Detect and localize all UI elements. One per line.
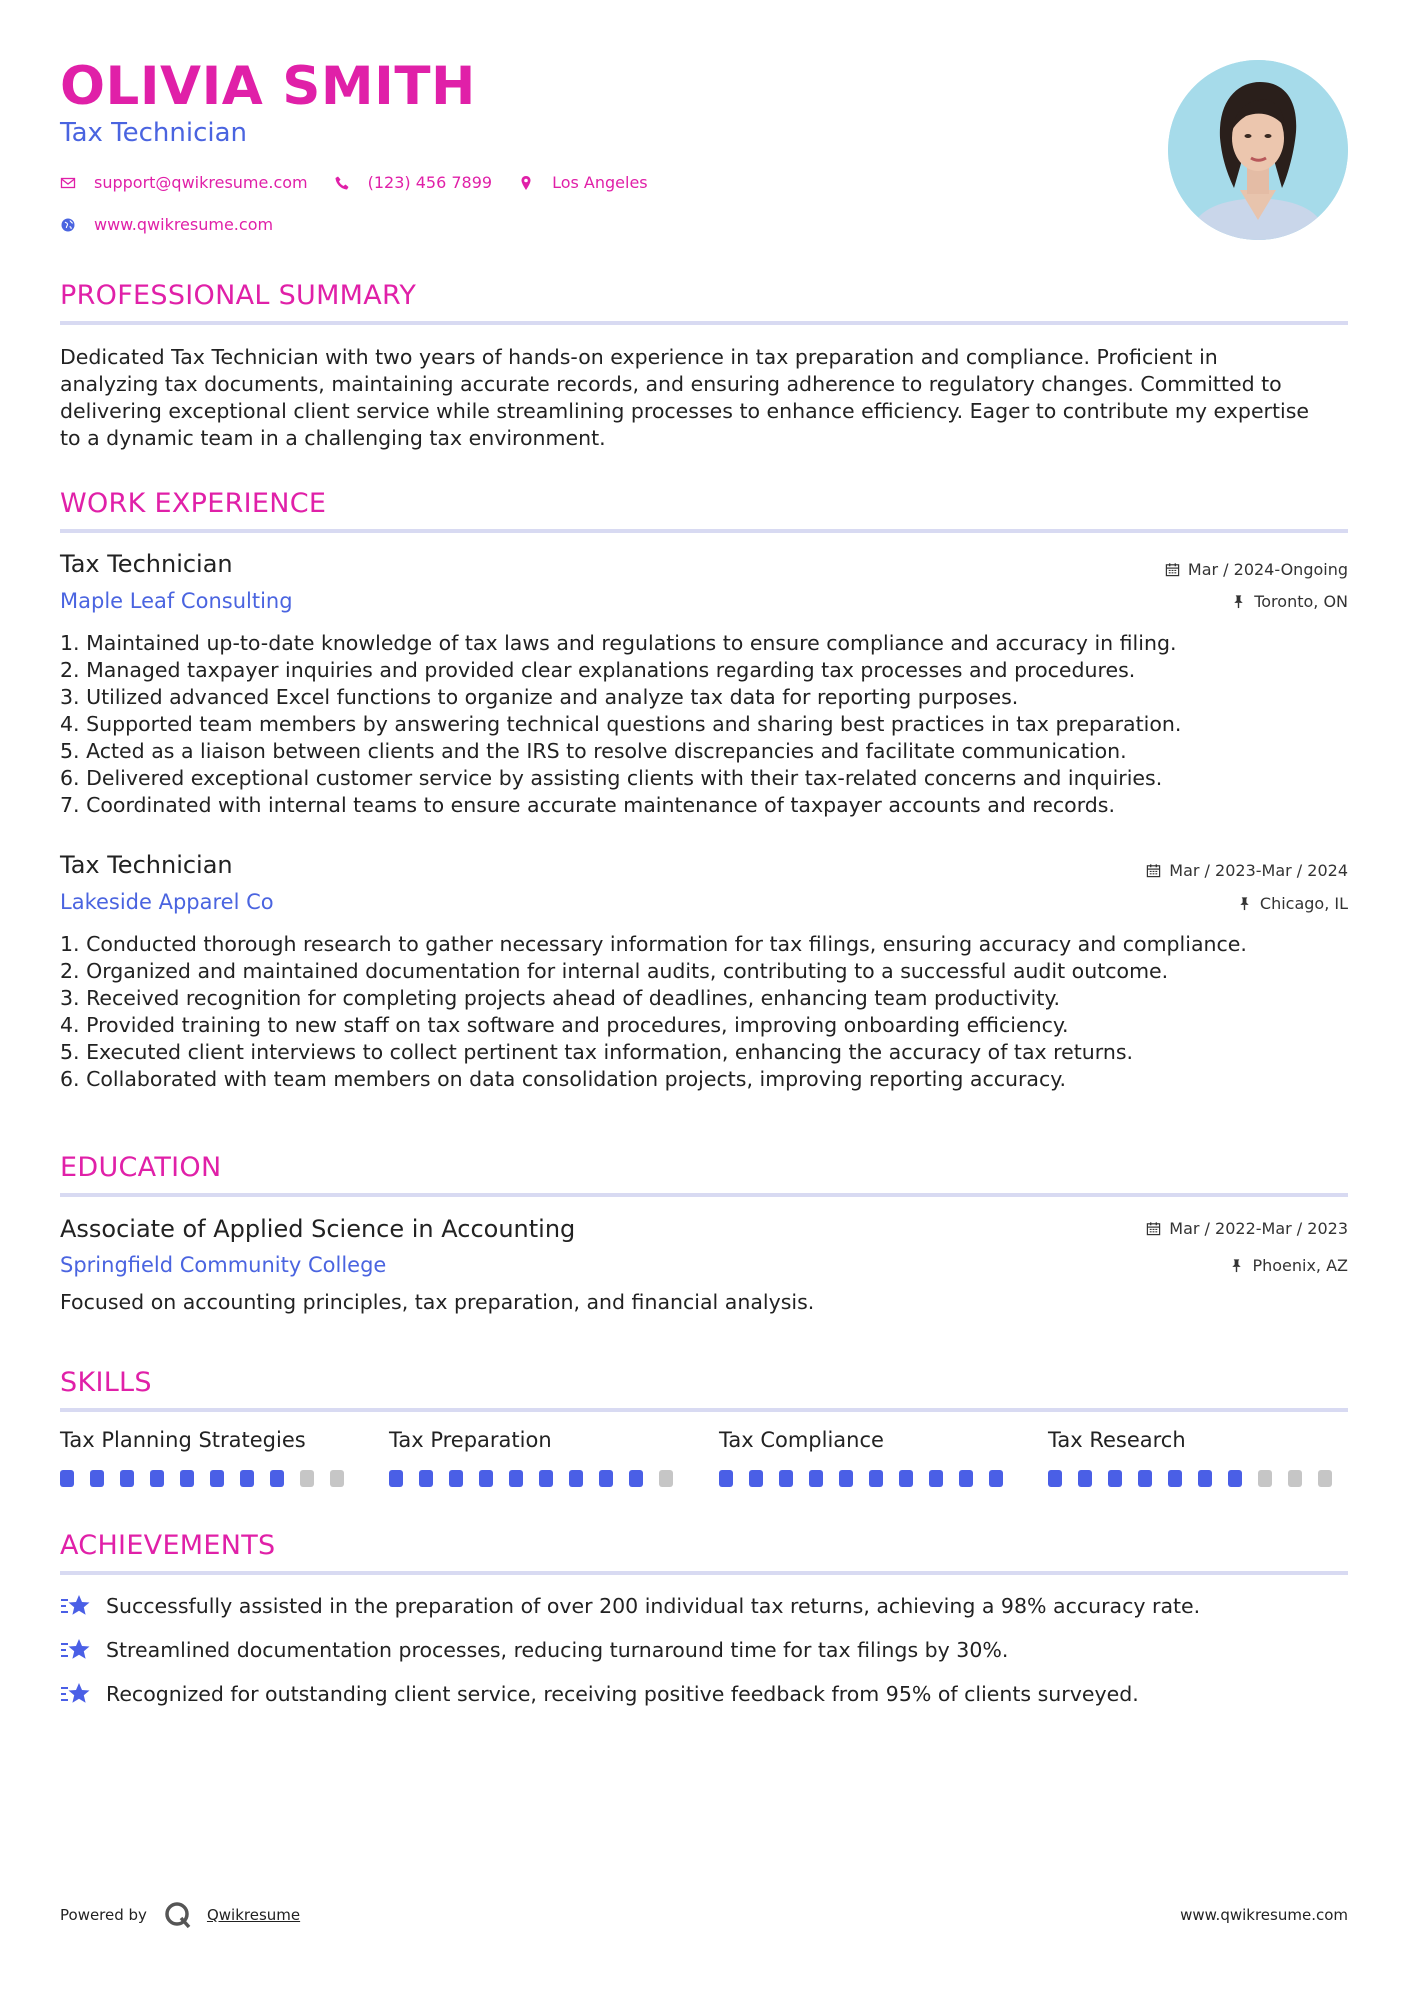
website-contact[interactable]: [60, 215, 273, 234]
email-contact[interactable]: [60, 173, 308, 192]
rating-dot-empty: [1258, 1470, 1272, 1487]
skill-rating: [719, 1470, 1019, 1487]
rating-dot-filled: [120, 1470, 134, 1487]
skill-rating: [389, 1470, 689, 1487]
location-text: Los Angeles: [552, 173, 648, 192]
achievement-text: Recognized for outstanding client service, receiving positive feedback from 95% of clients surveyed.: [106, 1682, 1139, 1706]
skill-name: Tax Compliance: [719, 1428, 884, 1452]
skills-heading: SKILLS: [60, 1367, 152, 1398]
rating-dot-filled: [180, 1470, 194, 1487]
profile-photo: [1168, 60, 1348, 240]
list-item: 1. Maintained up-to-date knowledge of tax laws and regulations to ensure compliance and accuracy in filing.: [60, 631, 1177, 655]
rating-dot-filled: [509, 1470, 523, 1487]
rating-dot-empty: [300, 1470, 314, 1487]
rating-dot-filled: [419, 1470, 433, 1487]
rating-dot-filled: [1108, 1470, 1122, 1487]
footer-branding: [60, 1900, 300, 1930]
list-item: 1. Conducted thorough research to gather necessary information for tax filings, ensuring accuracy and compliance.: [60, 932, 1247, 956]
qwikresume-logo-icon: [163, 1900, 193, 1930]
summary-text: [60, 344, 1350, 452]
rating-dot-empty: [1318, 1470, 1332, 1487]
degree-title: Associate of Applied Science in Accounting: [60, 1215, 576, 1243]
job-bullets: [60, 630, 1350, 819]
achievement-item: [60, 1636, 1008, 1664]
star-badge-icon: [60, 1592, 92, 1620]
company-name: Lakeside Apparel Co: [60, 890, 274, 914]
summary-line: to a dynamic team in a challenging tax environment.: [60, 426, 606, 450]
email-text[interactable]: support@qwikresume.com: [94, 173, 308, 192]
achievements-heading: ACHIEVEMENTS: [60, 1530, 276, 1561]
rating-dot-filled: [150, 1470, 164, 1487]
rating-dot-filled: [839, 1470, 853, 1487]
list-item: 2. Organized and maintained documentation for internal audits, contributing to a successful audit outcome.: [60, 959, 1169, 983]
contact-row: [60, 173, 674, 192]
rating-dot-filled: [989, 1470, 1003, 1487]
rating-dot-filled: [779, 1470, 793, 1487]
list-item: 3. Utilized advanced Excel functions to organize and analyze tax data for reporting purposes.: [60, 685, 1019, 709]
website-row: [60, 215, 299, 234]
list-item: 4. Supported team members by answering technical questions and sharing best practices in tax preparation.: [60, 712, 1182, 736]
achievement-item: [60, 1680, 1139, 1708]
education-heading: EDUCATION: [60, 1152, 222, 1183]
pushpin-icon: [1237, 896, 1252, 911]
rating-dot-filled: [1048, 1470, 1062, 1487]
rating-dot-filled: [929, 1470, 943, 1487]
skill-item: [719, 1428, 1019, 1487]
rating-dot-empty: [330, 1470, 344, 1487]
brand-link[interactable]: Qwikresume: [206, 1906, 301, 1924]
dates-text: Mar / 2022-Mar / 2023: [1169, 1219, 1348, 1238]
footer-website[interactable]: www.qwikresume.com: [1180, 1906, 1348, 1924]
school-name: Springfield Community College: [60, 1253, 387, 1277]
job-title: Tax Technician: [60, 851, 233, 879]
rating-dot-filled: [1198, 1470, 1212, 1487]
rating-dot-filled: [599, 1470, 613, 1487]
rating-dot-filled: [210, 1470, 224, 1487]
rating-dot-filled: [749, 1470, 763, 1487]
location-text: Chicago, IL: [1259, 894, 1348, 913]
job-location: [1231, 592, 1348, 611]
achievements-divider: [60, 1571, 1348, 1575]
envelope-icon: [60, 175, 76, 191]
job-dates: [1165, 560, 1348, 579]
dates-text: Mar / 2023-Mar / 2024: [1169, 861, 1348, 880]
rating-dot-filled: [449, 1470, 463, 1487]
location-text: Toronto, ON: [1254, 592, 1348, 611]
list-item: 6. Collaborated with team members on data consolidation projects, improving reporting accuracy.: [60, 1067, 1066, 1091]
star-badge-icon: [60, 1636, 92, 1664]
job-dates: [1146, 861, 1348, 880]
rating-dot-filled: [240, 1470, 254, 1487]
calendar-icon: [1165, 562, 1180, 577]
globe-icon: [60, 217, 76, 233]
list-item: 4. Provided training to new staff on tax software and procedures, improving onboarding efficiency.: [60, 1013, 1069, 1037]
summary-line: Dedicated Tax Technician with two years of hands-on experience in tax preparation and compliance. Proficient in: [60, 345, 1218, 369]
rating-dot-empty: [1288, 1470, 1302, 1487]
summary-divider: [60, 321, 1348, 325]
map-pin-icon: [518, 175, 534, 191]
location-text: Phoenix, AZ: [1252, 1256, 1348, 1275]
rating-dot-filled: [479, 1470, 493, 1487]
company-name: Maple Leaf Consulting: [60, 589, 293, 613]
experience-divider: [60, 529, 1348, 533]
rating-dot-filled: [569, 1470, 583, 1487]
rating-dot-filled: [1228, 1470, 1242, 1487]
rating-dot-filled: [809, 1470, 823, 1487]
phone-icon: [334, 175, 350, 191]
powered-by-label: Powered by: [60, 1906, 147, 1924]
achievement-text: Streamlined documentation processes, reducing turnaround time for tax filings by 30%.: [106, 1638, 1009, 1662]
summary-line: analyzing tax documents, maintaining accurate records, and ensuring adherence to regulatory changes. Committed to: [60, 372, 1282, 396]
list-item: 2. Managed taxpayer inquiries and provided clear explanations regarding tax processes and procedures.: [60, 658, 1136, 682]
website-text[interactable]: www.qwikresume.com: [94, 215, 274, 234]
list-item: 6. Delivered exceptional customer service by assisting clients with their tax-related concerns and inquiries.: [60, 766, 1163, 790]
phone-text[interactable]: (123) 456 7899: [367, 173, 493, 192]
skill-item: [60, 1428, 360, 1487]
education-description: Focused on accounting principles, tax preparation, and financial analysis.: [60, 1290, 815, 1314]
summary-line: delivering exceptional client service while streamlining processes to enhance efficiency. Eager to contribute my expertise: [60, 399, 1310, 423]
job-bullets: [60, 931, 1350, 1093]
candidate-name: OLIVIA SMITH: [60, 56, 476, 117]
experience-heading: WORK EXPERIENCE: [60, 488, 327, 519]
skill-name: Tax Planning Strategies: [60, 1428, 306, 1452]
summary-heading: PROFESSIONAL SUMMARY: [60, 280, 417, 311]
education-location: [1229, 1256, 1348, 1275]
rating-dot-filled: [270, 1470, 284, 1487]
pushpin-icon: [1231, 594, 1246, 609]
candidate-role: Tax Technician: [60, 118, 248, 148]
skill-item: [389, 1428, 689, 1487]
rating-dot-filled: [629, 1470, 643, 1487]
achievement-item: [60, 1592, 1200, 1620]
list-item: 7. Coordinated with internal teams to ensure accurate maintenance of taxpayer accounts and records.: [60, 793, 1115, 817]
rating-dot-filled: [389, 1470, 403, 1487]
rating-dot-filled: [719, 1470, 733, 1487]
dates-text: Mar / 2024-Ongoing: [1187, 560, 1348, 579]
calendar-icon: [1146, 863, 1161, 878]
list-item: 3. Received recognition for completing projects ahead of deadlines, enhancing team productivity.: [60, 986, 1061, 1010]
phone-contact[interactable]: [334, 173, 492, 192]
list-item: 5. Acted as a liaison between clients and the IRS to resolve discrepancies and facilitate communication.: [60, 739, 1127, 763]
skill-name: Tax Research: [1048, 1428, 1186, 1452]
job-title: Tax Technician: [60, 550, 233, 578]
star-badge-icon: [60, 1680, 92, 1708]
job-location: [1237, 894, 1348, 913]
rating-dot-filled: [899, 1470, 913, 1487]
skill-rating: [1048, 1470, 1348, 1487]
rating-dot-filled: [1168, 1470, 1182, 1487]
achievement-text: Successfully assisted in the preparation of over 200 individual tax returns, achieving a 98% accuracy rate.: [106, 1594, 1201, 1618]
rating-dot-filled: [1138, 1470, 1152, 1487]
skill-item: [1048, 1428, 1348, 1487]
rating-dot-empty: [659, 1470, 673, 1487]
education-divider: [60, 1193, 1348, 1197]
rating-dot-filled: [90, 1470, 104, 1487]
calendar-icon: [1146, 1221, 1161, 1236]
rating-dot-filled: [60, 1470, 74, 1487]
rating-dot-filled: [869, 1470, 883, 1487]
list-item: 5. Executed client interviews to collect pertinent tax information, enhancing the accuracy of tax returns.: [60, 1040, 1134, 1064]
pushpin-icon: [1229, 1258, 1244, 1273]
location-contact: [518, 173, 648, 192]
rating-dot-filled: [539, 1470, 553, 1487]
education-dates: [1146, 1219, 1348, 1238]
rating-dot-filled: [1078, 1470, 1092, 1487]
skill-name: Tax Preparation: [389, 1428, 552, 1452]
skills-divider: [60, 1408, 1348, 1412]
skill-rating: [60, 1470, 360, 1487]
rating-dot-filled: [959, 1470, 973, 1487]
